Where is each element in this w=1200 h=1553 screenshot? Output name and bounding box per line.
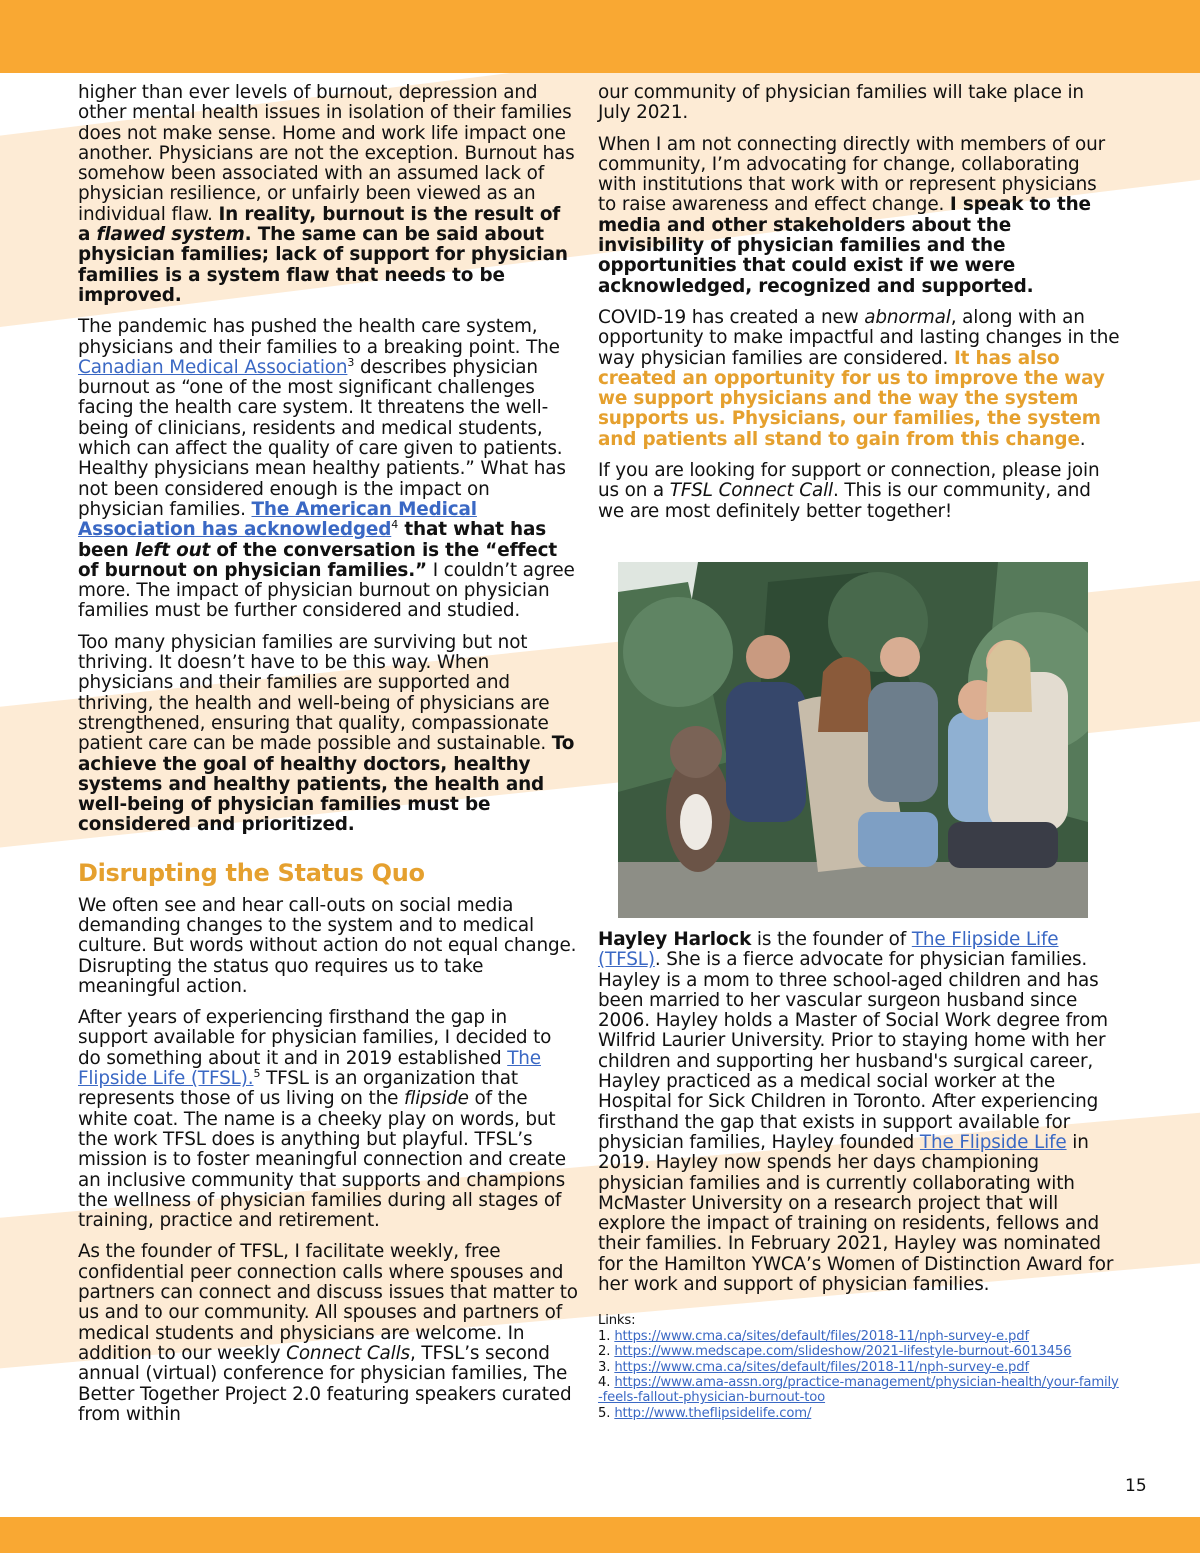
paragraph: The pandemic has pushed the health care system, physicians and their families to a breaking point. The Canadian Medical Association$^3$ describes physician burnout as “one of the most significant challenges facing the health care system. It threatens the well-being of clinicians, residents and medical students, which can affect the quality of care given to patients. Healthy physicians mean healthy patients.” What has not been considered enough is the impact on physician families. The American Medical Association has acknowledged$^4$ that what has been left out of the conversation is the “effect of burnout on physician families.” I couldn’t agree more. The impact of physician burnout on physician families must be further considered and studied. xyxy=(78,316,575,622)
cma-link[interactable]: Canadian Medical Association xyxy=(78,356,348,378)
link-item: 1. https://www.cma.ca/sites/default/files/2018-11/nph-survey-e.pdf xyxy=(598,1328,1029,1344)
reference-link[interactable]: http://www.theflipsidelife.com/ xyxy=(614,1405,812,1421)
paragraph: Too many physician families are surviving but not thriving. It doesn’t have to be this way. When physicians and their families are supported and thriving, the health and well-being of physicians are strengthened, ensuring that quality, compassionate patient care can be made possible and sustainable. To achieve the goal of healthy doctors, healthy systems and healthy patients, the health and well-being of physician families must be considered and prioritized. xyxy=(78,631,575,836)
page xyxy=(0,73,1200,1517)
paragraph: our community of physician families will take place in July 2021. xyxy=(598,82,1084,124)
reference-link[interactable]: https://www.medscape.com/slideshow/2021-lifestyle-burnout-6013456 xyxy=(614,1344,1072,1360)
paragraph: If you are looking for support or connection, please join us on a TFSL Connect Call. This is our community, and we are most definitely better together! xyxy=(598,460,1100,522)
links-list xyxy=(598,1313,1120,1421)
link-item: 5. http://www.theflipsidelife.com/ xyxy=(598,1405,812,1421)
flipside-life-link[interactable]: The Flipside Life xyxy=(919,1131,1067,1153)
section-heading: Disrupting the Status Quo xyxy=(78,858,425,887)
footnote-ref: 4 xyxy=(391,518,399,532)
paragraph: After years of experiencing firsthand the gap in support available for physician families, I decided to do something about it and in 2019 established The Flipside Life (TFSL).$^5$ TFSL is an organization that represents those of us living on the flipside of the white coat. The name is a cheeky play on words, but the work TFSL does is anything but playful. TFSL’s mission is to foster meaningful connection and create an inclusive community that supports and champions the wellness of physician families during all stages of training, practice and retirement. xyxy=(78,1007,566,1232)
paragraph: As the founder of TFSL, I facilitate weekly, free confidential peer connection calls where spouses and partners can connect and discuss issues that matter to us and to our community. All spouses and partners of medical students and physicians are welcome. In addition to our weekly Connect Calls, TFSL’s second annual (virtual) conference for physician families, The Better Together Project 2.0 featuring speakers curated from within xyxy=(78,1241,578,1425)
right-column xyxy=(598,83,1120,1421)
page-number: 15 xyxy=(1125,1476,1147,1496)
author-bio: Hayley Harlock is the founder of The Flipside Life (TFSL). She is a fierce advocate for physician families. Hayley is a mom to three school-aged children and has been married to her vascular surgeon husband since 2006. Hayley holds a Master of Social Work degree from Wilfrid Laurier University. Prior to staying home with her children and supporting her husband's surgical career, Hayley practiced as a medical social worker at the Hospital for Sick Children in Toronto. After experiencing firsthand the gap that exists in support available for physician families, Hayley founded The Flipside Life in 2019. Hayley now spends her days championing physician families and is currently collaborating with McMaster University on a research project that will explore the impact of training on residents, fellows and their families. In February 2021, Hayley was nominated for the Hamilton YWCA’s Women of Distinction Award for her work and support of physician families. xyxy=(598,928,1114,1295)
family-photo-illustration xyxy=(618,562,1088,918)
left-column xyxy=(78,83,578,1436)
links-title: Links: xyxy=(598,1313,636,1329)
ama-link[interactable]: The American Medical Association has acknowledged xyxy=(78,498,477,541)
link-item: 3. https://www.cma.ca/sites/default/files/2018-11/nph-survey-e.pdf xyxy=(598,1359,1029,1375)
paragraph: COVID-19 has created a new abnormal, along with an opportunity to make impactful and lasting changes in the way physician families are considered. It has also created an opportunity for us to improve the way we support physicians and the way the system supports us. Physicians, our families, the system and patients all stand to gain from this change. xyxy=(598,306,1120,450)
footnote-ref: 3 xyxy=(347,355,355,369)
flipside-life-link[interactable]: The Flipside Life (TFSL) xyxy=(598,928,1059,971)
reference-link[interactable]: https://www.cma.ca/sites/default/files/2018-11/nph-survey-e.pdf xyxy=(614,1328,1029,1344)
paragraph: higher than ever levels of burnout, depression and other mental health issues in isolation of their families does not make sense. Home and work life impact one another. Physicians are not the exception. Burnout has somehow been associated with an assumed lack of physician resilience, or unfairly been viewed as an individual flaw. In reality, burnout is the result of a flawed system. The same can be said about physician families; lack of support for physician families is a system flaw that needs to be improved. xyxy=(78,82,575,306)
footnote-ref: 5 xyxy=(253,1066,261,1080)
link-item: 2. https://www.medscape.com/slideshow/2021-lifestyle-burnout-6013456 xyxy=(598,1344,1072,1360)
link-item: 4. https://www.ama-assn.org/practice-management/physician-health/your-family-feels-fallout-physician-burnout-too xyxy=(598,1374,1119,1406)
family-photo xyxy=(618,562,1088,918)
paragraph: We often see and hear call-outs on social media demanding changes to the system and to medical culture. But words without action do not equal change. Disrupting the status quo requires us to take meaningful action. xyxy=(78,894,577,997)
tfsl-link[interactable]: The Flipside Life (TFSL). xyxy=(78,1047,541,1090)
reference-link[interactable]: https://www.cma.ca/sites/default/files/2018-11/nph-survey-e.pdf xyxy=(614,1359,1029,1375)
reference-link[interactable]: https://www.ama-assn.org/practice-management/physician-health/your-family-feels-fallout-physician-burnout-too xyxy=(598,1374,1119,1406)
paragraph: When I am not connecting directly with members of our community, I’m advocating for change, collaborating with institutions that work with or represent physicians to raise awareness and effect change. I speak to the media and other stakeholders about the invisibility of physician families and the opportunities that could exist if we were acknowledged, recognized and supported. xyxy=(598,133,1106,297)
